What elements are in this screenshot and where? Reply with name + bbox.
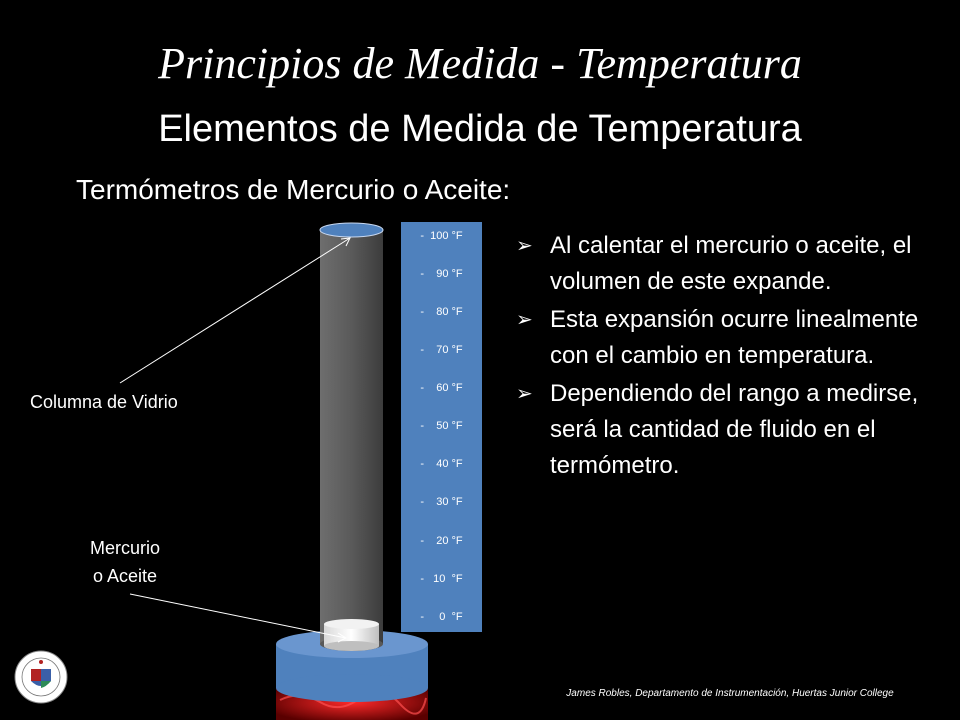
- slide-title: Principios de Medida - Temperatura: [158, 39, 802, 88]
- scale-tick: - 60 °F: [420, 382, 463, 394]
- scale-tick: - 30 °F: [420, 496, 463, 508]
- mercury-label-line2: o Aceite: [92, 566, 158, 586]
- slide-subtitle: Elementos de Medida de Temperatura: [158, 108, 802, 150]
- scale-tick: - 0 °F: [420, 611, 463, 623]
- bullet-item: [514, 302, 944, 374]
- bullet-list: [514, 228, 944, 486]
- glass-pointer-arrow: [120, 238, 350, 383]
- arrow-bullet-icon: ➢: [516, 309, 533, 331]
- scale-tick: - 100 °F: [420, 230, 463, 242]
- arrow-bullet-icon: ➢: [516, 383, 533, 405]
- bullet-text: Al calentar el mercurio o aceite, el volumen de este expande.: [550, 232, 912, 295]
- college-seal-icon: [14, 650, 68, 704]
- bullet-item: [514, 376, 944, 484]
- mercury-label-line1: Mercurio: [89, 538, 160, 558]
- scale-tick: - 90 °F: [420, 268, 463, 280]
- footer-credit: James Robles, Departamento de Instrumentación, Huertas Junior College: [566, 688, 894, 699]
- scale-tick: - 40 °F: [420, 458, 463, 470]
- section-heading: Termómetros de Mercurio o Aceite:: [76, 174, 511, 205]
- bullet-text: Dependiendo del rango a medirse, será la cantidad de fluido en el termómetro.: [550, 380, 919, 479]
- scale-tick: - 20 °F: [420, 535, 463, 547]
- scale-tick: - 50 °F: [420, 420, 463, 432]
- scale-tick: - 70 °F: [420, 344, 463, 356]
- glass-column: [320, 223, 383, 651]
- bullet-text: Esta expansión ocurre linealmente con el cambio en temperatura.: [550, 306, 919, 369]
- scale-tick: - 80 °F: [420, 306, 463, 318]
- glass-column-label: Columna de Vidrio: [30, 392, 178, 412]
- bullet-item: [514, 228, 944, 300]
- temperature-scale: [401, 222, 482, 632]
- arrow-bullet-icon: ➢: [516, 235, 533, 257]
- scale-tick: - 10 °F: [420, 573, 463, 585]
